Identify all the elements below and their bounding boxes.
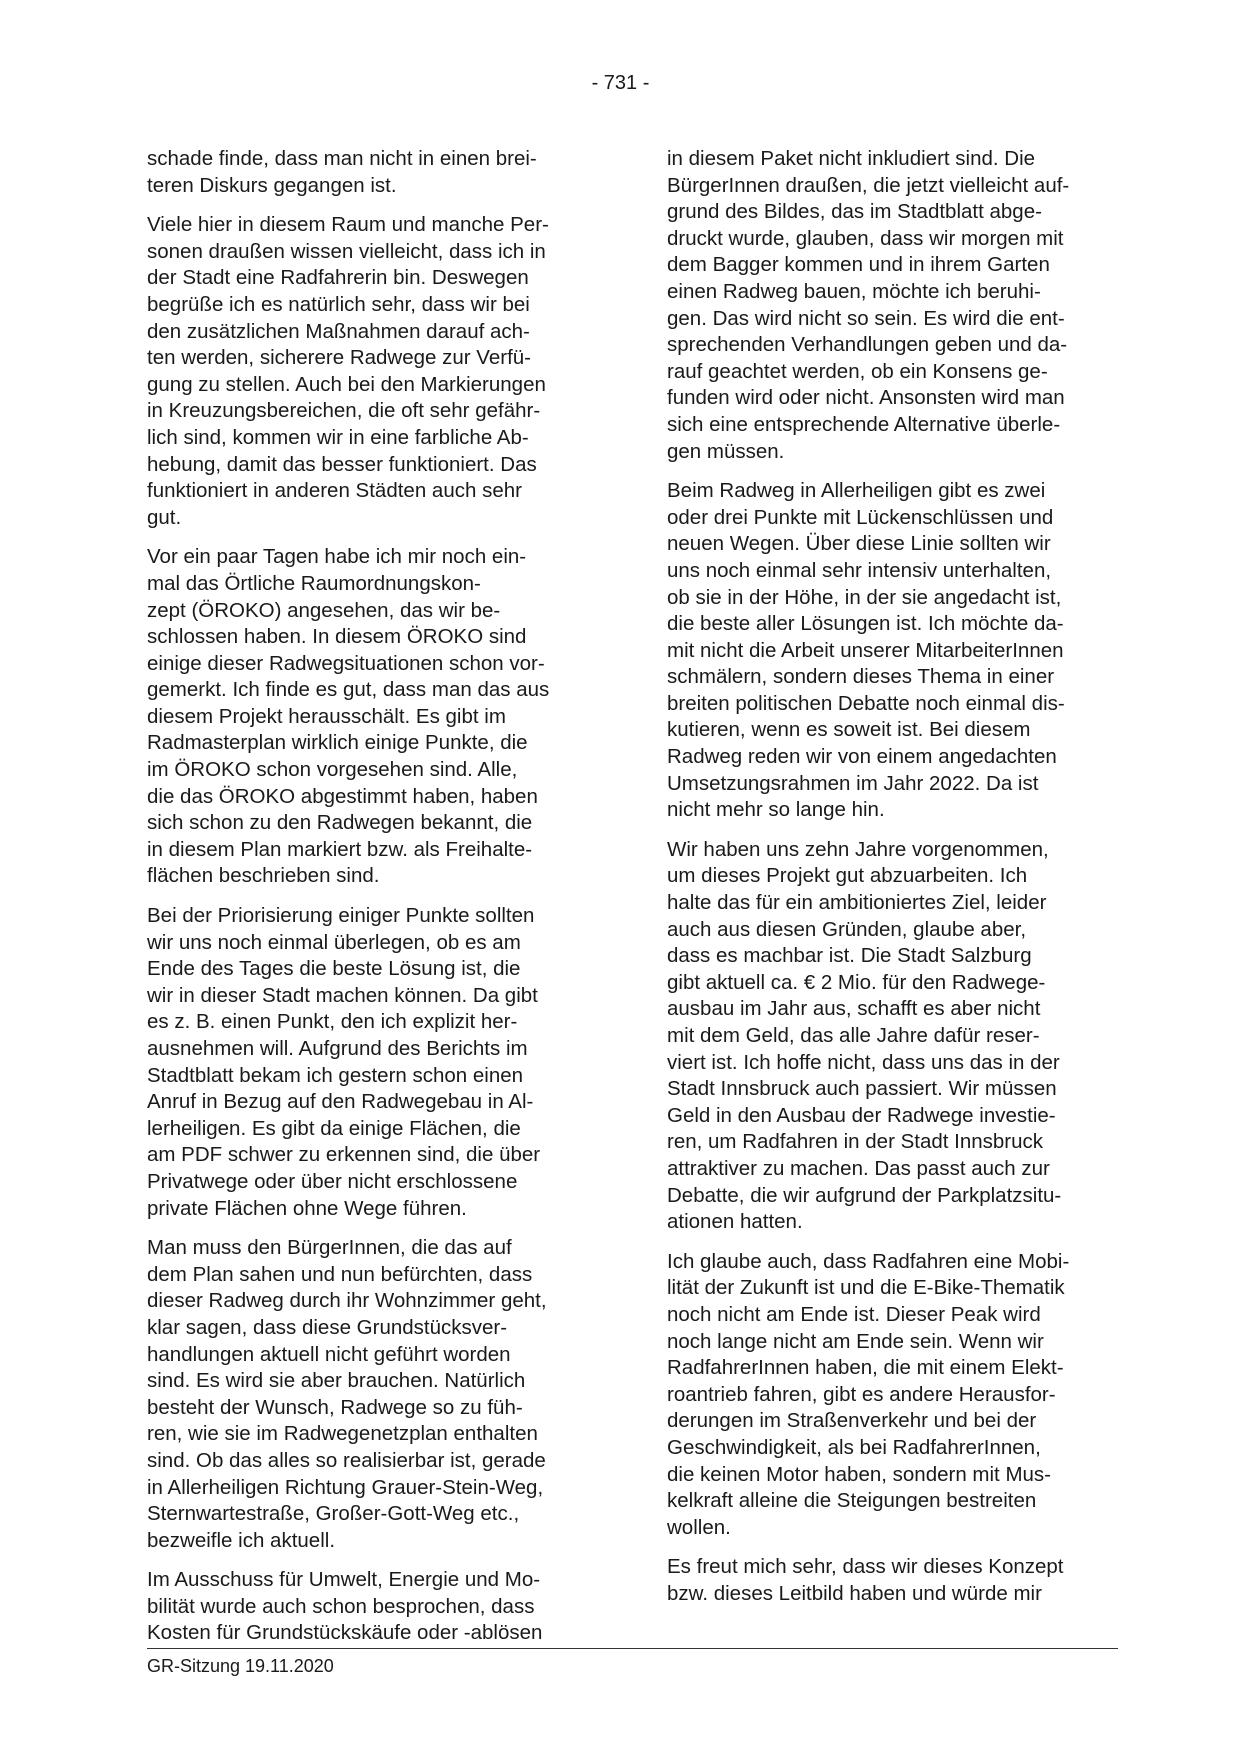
text-line: klar sagen, dass diese Grundstücksver- <box>147 1315 508 1339</box>
text-line: bezweifle ich aktuell. <box>147 1528 336 1552</box>
text-line: schade finde, dass man nicht in einen brei- <box>147 147 537 170</box>
text-line: einen Radweg bauen, möchte ich beruhi- <box>667 279 1041 303</box>
text-line: dem Plan sahen und nun befürchten, dass <box>147 1262 533 1286</box>
text-line: Stadtblatt bekam ich gestern schon einen <box>147 1063 524 1087</box>
text-line: in diesem Plan markiert bzw. als Freihalte- <box>147 837 533 861</box>
text-line: Geld in den Ausbau der Radwege investie- <box>667 1103 1056 1127</box>
text-line: den zusätzlichen Maßnahmen darauf ach- <box>147 319 530 343</box>
text-line: sind. Es wird sie aber brauchen. Natürlich <box>147 1369 526 1393</box>
text-line: Beim Radweg in Allerheiligen gibt es zwei <box>667 479 1046 503</box>
text-line: gung zu stellen. Auch bei den Markierungen <box>147 372 546 396</box>
text-line: breiten politischen Debatte noch einmal dis- <box>667 691 1065 715</box>
text-line: Wir haben uns zehn Jahre vorgenommen, <box>667 837 1049 861</box>
text-line: hebung, damit das besser funktioniert. Das <box>147 452 537 476</box>
text-line: sind. Ob das alles so realisierbar ist, gerade <box>147 1448 546 1472</box>
text-line: ationen hatten. <box>667 1210 803 1234</box>
text-line: funktioniert in anderen Städten auch sehr <box>147 479 522 503</box>
paragraph <box>147 1235 607 1554</box>
text-line: wir in dieser Stadt machen können. Da gibt <box>147 983 538 1007</box>
text-line: ten werden, sicherere Radwege zur Verfü- <box>147 346 532 370</box>
text-line: mit dem Geld, das alle Jahre dafür reser- <box>667 1024 1040 1047</box>
text-line: uns noch einmal sehr intensiv unterhalten, <box>667 558 1052 582</box>
text-line: roantrieb fahren, gibt es andere Herausfor- <box>667 1382 1056 1406</box>
text-line: lich sind, kommen wir in eine farbliche Ab- <box>147 425 529 449</box>
text-line: handlungen aktuell nicht geführt worden <box>147 1342 511 1366</box>
text-line: Radweg reden wir von einem angedachten <box>667 745 1057 769</box>
text-line: Geschwindigkeit, als bei RadfahrerInnen, <box>667 1435 1041 1459</box>
text-line: attraktiver zu machen. Das passt auch zur <box>667 1156 1050 1180</box>
text-line: rauf geachtet werden, ob ein Konsens ge- <box>667 359 1048 383</box>
text-line: lerheiligen. Es gibt da einige Flächen, die <box>147 1116 521 1140</box>
text-line: einige dieser Radwegsituationen schon vor- <box>147 651 545 675</box>
paragraph <box>147 1567 607 1647</box>
text-line: die beste aller Lösungen ist. Ich möchte da- <box>667 612 1064 636</box>
text-line: druckt wurde, glauben, dass wir morgen mit <box>667 226 1064 250</box>
text-line: sich eine entsprechende Alternative überle- <box>667 412 1061 436</box>
text-line: um dieses Projekt gut abzuarbeiten. Ich <box>667 864 1028 888</box>
text-line: Debatte, die wir aufgrund der Parkplatzsitu- <box>667 1183 1062 1207</box>
text-line: teren Diskurs gegangen ist. <box>147 173 397 197</box>
text-line: ausnehmen will. Aufgrund des Berichts im <box>147 1037 528 1060</box>
text-line: BürgerInnen draußen, die jetzt vielleicht auf- <box>667 173 1070 197</box>
text-line: Man muss den BürgerInnen, die das auf <box>147 1236 512 1260</box>
text-line: RadfahrerInnen haben, die mit einem Elekt- <box>667 1356 1064 1380</box>
text-line: Privatwege oder über nicht erschlossene <box>147 1169 518 1193</box>
paragraph <box>667 146 1127 465</box>
paragraph <box>147 146 607 199</box>
text-line: halte das für ein ambitioniertes Ziel, leider <box>667 891 1047 915</box>
text-line: ren, um Radfahren in der Stadt Innsbruck <box>667 1130 1044 1154</box>
text-line: lität der Zukunft ist und die E-Bike-Thematik <box>667 1276 1065 1300</box>
text-line: Bei der Priorisierung einiger Punkte sollten <box>147 904 535 928</box>
text-line: wir uns noch einmal überlegen, ob es am <box>147 930 521 954</box>
text-line: Stadt Innsbruck auch passiert. Wir müssen <box>667 1077 1057 1101</box>
footer-divider <box>147 1648 1118 1649</box>
text-line: Vor ein paar Tagen habe ich mir noch ein- <box>147 545 527 569</box>
text-line: in Allerheiligen Richtung Grauer-Stein-Weg, <box>147 1475 544 1499</box>
text-line: gen. Das wird nicht so sein. Es wird die ent- <box>667 306 1065 330</box>
text-line: Radmasterplan wirklich einige Punkte, die <box>147 731 528 755</box>
paragraph <box>667 1249 1127 1542</box>
left-text-column <box>147 146 607 1660</box>
text-line: mit nicht die Arbeit unserer MitarbeiterInnen <box>667 638 1064 662</box>
text-line: flächen beschrieben sind. <box>147 864 380 888</box>
paragraph <box>667 478 1127 824</box>
text-line: dass es machbar ist. Die Stadt Salzburg <box>667 944 1032 968</box>
text-line: viert ist. Ich hoffe nicht, dass uns das in der <box>667 1050 1060 1074</box>
text-line: Im Ausschuss für Umwelt, Energie und Mo- <box>147 1568 541 1592</box>
text-line: ob sie in der Höhe, in der sie angedacht ist, <box>667 585 1062 609</box>
text-line: dieser Radweg durch ihr Wohnzimmer geht, <box>147 1289 547 1313</box>
text-line: gut. <box>147 505 182 529</box>
text-line: Kosten für Grundstückskäufe oder -ablösen <box>147 1621 543 1645</box>
text-line: begrüße ich es natürlich sehr, dass wir bei <box>147 292 530 316</box>
text-line: der Stadt eine Radfahrerin bin. Deswegen <box>147 266 529 290</box>
text-line: Umsetzungsrahmen im Jahr 2022. Da ist <box>667 771 1039 795</box>
text-line: Ich glaube auch, dass Radfahren eine Mobi- <box>667 1249 1070 1273</box>
text-line: bzw. dieses Leitbild haben und würde mir <box>667 1581 1042 1605</box>
text-line: in Kreuzungsbereichen, die oft sehr gefähr- <box>147 399 541 423</box>
text-line: noch lange nicht am Ende sein. Wenn wir <box>667 1329 1044 1353</box>
text-line: derungen im Straßenverkehr und bei der <box>667 1409 1037 1433</box>
text-line: in diesem Paket nicht inkludiert sind. Die <box>667 147 1036 170</box>
text-line: oder drei Punkte mit Lückenschlüssen und <box>667 505 1054 529</box>
text-line: schlossen haben. In diesem ÖROKO sind <box>147 625 527 649</box>
text-line: gemerkt. Ich finde es gut, dass man das aus <box>147 678 550 702</box>
text-line: Ende des Tages die beste Lösung ist, die <box>147 957 521 981</box>
text-line: ren, wie sie im Radwegenetzplan enthalten <box>147 1422 538 1446</box>
right-text-column <box>667 146 1127 1620</box>
text-line: Sternwartestraße, Großer-Gott-Weg etc., <box>147 1502 520 1526</box>
text-line: im ÖROKO schon vorgesehen sind. Alle, <box>147 758 518 782</box>
text-line: bilität wurde auch schon besprochen, dass <box>147 1594 535 1618</box>
text-line: am PDF schwer zu erkennen sind, die über <box>147 1143 541 1167</box>
text-line: kutieren, wenn es soweit ist. Bei diesem <box>667 718 1031 742</box>
text-line: ausbau im Jahr aus, schafft es aber nicht <box>667 997 1041 1021</box>
text-line: sonen draußen wissen vielleicht, dass ich in <box>147 239 546 263</box>
text-line: diesem Projekt herausschält. Es gibt im <box>147 704 506 728</box>
text-line: mal das Örtliche Raumordnungskon- <box>147 571 481 595</box>
text-line: sich schon zu den Radwegen bekannt, die <box>147 811 533 835</box>
paragraph <box>147 903 607 1222</box>
text-line: gen müssen. <box>667 439 785 463</box>
text-line: dem Bagger kommen und in ihrem Garten <box>667 253 1050 277</box>
text-line: funden wird oder nicht. Ansonsten wird man <box>667 386 1065 410</box>
text-line: nicht mehr so lange hin. <box>667 798 885 822</box>
text-line: die keinen Motor haben, sondern mit Mus- <box>667 1462 1052 1486</box>
paragraph <box>147 544 607 890</box>
paragraph <box>667 837 1127 1236</box>
text-line: besteht der Wunsch, Radwege so zu füh- <box>147 1395 523 1419</box>
text-line: kelkraft alleine die Steigungen bestreiten <box>667 1489 1037 1513</box>
paragraph <box>667 1554 1127 1607</box>
text-line: grund des Bildes, das im Stadtblatt abge- <box>667 200 1042 224</box>
footer-session-date: GR-Sitzung 19.11.2020 <box>147 1656 334 1676</box>
text-line: auch aus diesen Gründen, glaube aber, <box>667 917 1027 941</box>
text-line: gibt aktuell ca. € 2 Mio. für den Radwege- <box>667 970 1046 994</box>
text-line: schmälern, sondern dieses Thema in einer <box>667 665 1055 689</box>
text-line: zept (ÖROKO) angesehen, das wir be- <box>147 598 501 622</box>
text-line: Anruf in Bezug auf den Radwegebau in Al- <box>147 1090 534 1114</box>
page-number: - 731 - <box>591 72 650 94</box>
text-line: es z. B. einen Punkt, den ich explizit her- <box>147 1010 518 1034</box>
text-line: die das ÖROKO abgestimmt haben, haben <box>147 784 538 808</box>
paragraph <box>147 212 607 531</box>
text-line: Viele hier in diesem Raum und manche Per- <box>147 213 549 237</box>
text-line: Es freut mich sehr, dass wir dieses Konzept <box>667 1555 1064 1579</box>
text-line: sprechenden Verhandlungen geben und da- <box>667 333 1068 357</box>
text-line: private Flächen ohne Wege führen. <box>147 1196 467 1220</box>
text-line: neuen Wegen. Über diese Linie sollten wir <box>667 532 1051 556</box>
text-line: noch nicht am Ende ist. Dieser Peak wird <box>667 1302 1041 1326</box>
text-line: wollen. <box>667 1515 731 1539</box>
